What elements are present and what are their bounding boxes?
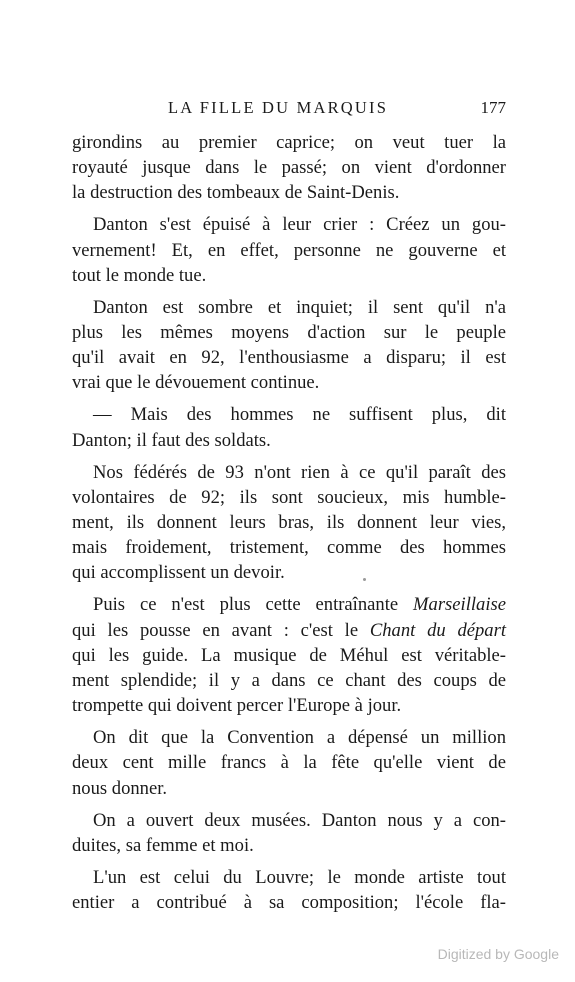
text-line: la destruction des tombeaux de Saint-Denis. [72,182,400,204]
text-line: nous donner. [72,777,168,799]
text-line: vernement! Et, en effet, personne ne gouverne et [72,239,506,261]
text-line: On dit que la Convention a dépensé un million [93,727,506,749]
text-line: Danton s'est épuisé à leur crier : Créez un gou- [93,214,506,236]
text-line: On a ouvert deux musées. Danton nous y a con- [93,809,506,831]
paragraph-4 [72,402,506,452]
text-line: duites, sa femme et moi. [72,834,254,856]
text-line: Danton; il faut des soldats. [72,429,271,451]
text-run: qui les pousse en avant : c'est le [72,619,370,641]
ink-speck [363,578,366,581]
text-line: Danton est sombre et inquiet; il sent qu'il n'a [93,296,506,318]
text-line [72,592,506,617]
text-line: Nos fédérés de 93 n'ont rien à ce qu'il paraît des [93,461,506,483]
paragraph-9 [72,865,506,915]
text-line: tout le monde tue. [72,264,207,286]
text-line: royauté jusque dans le passé; on vient d'ordonner [72,157,506,179]
text-line: vrai que le dévouement continue. [72,372,320,394]
running-head [72,96,506,120]
text-line: plus les mêmes moyens d'action sur le peuple [72,322,506,344]
text-line: deux cent mille francs à la fête qu'elle vient de [72,752,506,774]
running-title: LA FILLE DU MARQUIS [168,98,389,117]
digitization-watermark: Digitized by Google [437,946,559,962]
paragraph-6 [72,592,506,718]
text-line: mais froidement, tristement, comme des hommes [72,537,506,559]
text-line [72,618,506,643]
page-number: 177 [480,98,506,117]
text-line: ment splendide; il y a dans ce chant des coups de [72,670,506,692]
paragraph-5 [72,460,506,586]
text-line: L'un est celui du Louvre; le monde artiste tout [93,866,506,888]
text-line: qui accomplissent un devoir. [72,562,285,584]
text-line: qui les guide. La musique de Méhul est véritable- [72,644,506,666]
paragraph-3 [72,295,506,396]
italic-title-chant-du-depart: Chant du départ [369,619,506,641]
text-line: ment, ils donnent leurs bras, ils donnent leur vies, [72,512,506,534]
paragraph-8 [72,808,506,858]
text-line: trompette qui doivent percer l'Europe à jour. [72,695,402,717]
text-line: girondins au premier caprice; on veut tuer la [72,132,506,153]
text-line: — Mais des hommes ne suffisent plus, dit [93,404,506,426]
text-line: entier a contribué à sa composition; l'école fla- [72,892,506,914]
italic-title-marseillaise: Marseillaise [413,594,506,616]
text-line: volontaires de 92; ils sont soucieux, mis humble- [72,486,506,508]
paragraph-7 [72,725,506,801]
paragraph-1 [72,130,506,206]
text-line: qu'il avait en 92, l'enthousiasme a disparu; il est [72,347,506,369]
text-run: Puis ce n'est plus cette entraînante [93,594,414,616]
paragraph-2 [72,212,506,288]
body-text [72,130,506,922]
